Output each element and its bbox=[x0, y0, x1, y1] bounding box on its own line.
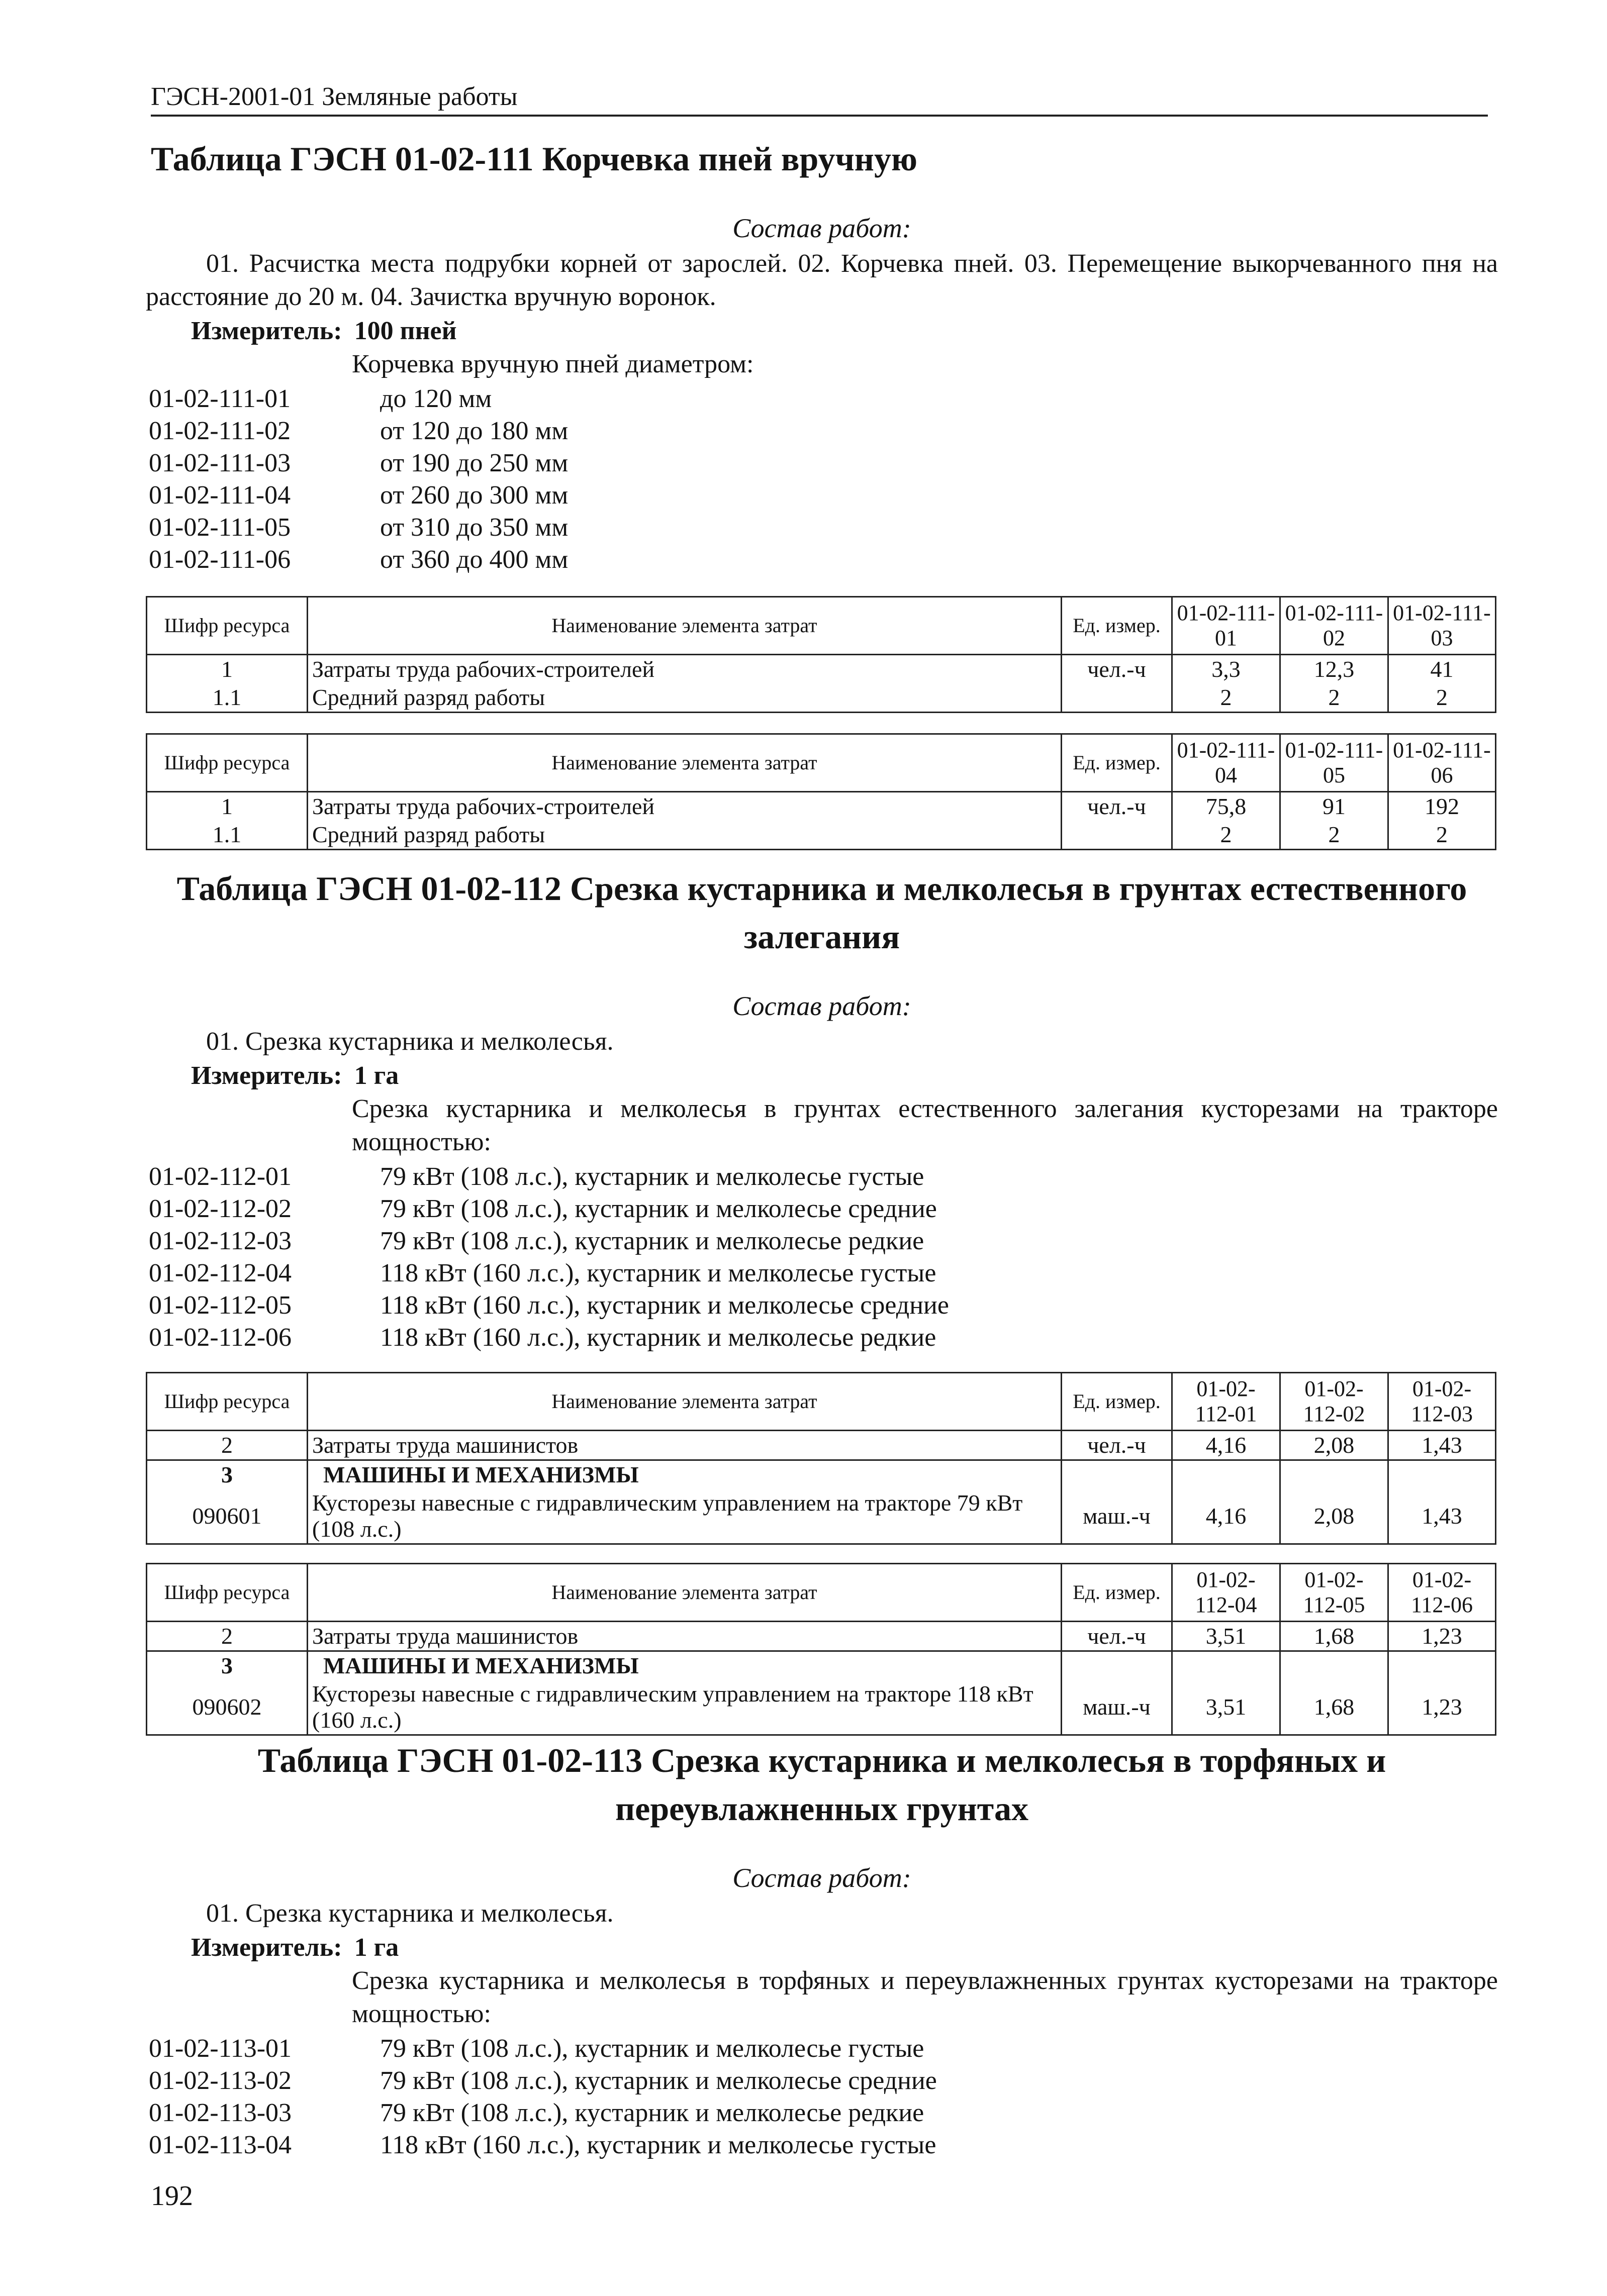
item-text: 79 кВт (108 л.с.), кустарник и мелколесье густые bbox=[380, 2034, 924, 2063]
item-code: 01-02-113-02 bbox=[149, 2066, 292, 2095]
list-item bbox=[146, 1193, 1498, 1225]
cell-unit bbox=[1062, 1651, 1172, 1680]
section-01-02-111 bbox=[146, 135, 1498, 850]
table-row-group bbox=[147, 1651, 1496, 1680]
cell-code: 3 bbox=[147, 1651, 308, 1680]
cell-code: 2 bbox=[147, 1622, 308, 1651]
item-code: 01-02-111-06 bbox=[149, 545, 291, 574]
list-item bbox=[146, 447, 1498, 479]
description: Срезка кустарника и мелколесья в грунтах естественного залегания кусторезами на тракторе мощностью: bbox=[352, 1094, 1498, 1156]
table-row bbox=[147, 1680, 1496, 1735]
item-code: 01-02-112-03 bbox=[149, 1227, 292, 1255]
header-name: Наименование элемента затрат bbox=[308, 597, 1062, 655]
item-text: 118 кВт (160 л.с.), кустарник и мелколесье средние bbox=[380, 1291, 949, 1320]
header-code: Шифр ресурса bbox=[147, 734, 308, 792]
item-text: от 360 до 400 мм bbox=[380, 545, 569, 574]
item-code: 01-02-112-01 bbox=[149, 1162, 292, 1191]
cell-value: 4,16 bbox=[1172, 1431, 1280, 1460]
section-01-02-113 bbox=[146, 1736, 1498, 2161]
item-text: 79 кВт (108 л.с.), кустарник и мелколесье редкие bbox=[380, 2099, 924, 2127]
list-item bbox=[146, 479, 1498, 512]
item-list bbox=[146, 2033, 1498, 2161]
cell-value: 2 bbox=[1172, 683, 1280, 713]
header-name: Наименование элемента затрат bbox=[308, 1373, 1062, 1431]
cell-code: 3 bbox=[147, 1460, 308, 1489]
running-header: ГЭСН-2001-01 Земляные работы bbox=[151, 79, 1488, 117]
item-code: 01-02-112-05 bbox=[149, 1291, 292, 1320]
cell-code: 1 bbox=[147, 792, 308, 821]
cell-code: 2 bbox=[147, 1431, 308, 1460]
cell-value: 12,3 bbox=[1280, 655, 1388, 684]
description: Срезка кустарника и мелколесья в торфяных и переувлажненных грунтах кусторезами на тракторе мощностью: bbox=[352, 1966, 1498, 2028]
item-text: 118 кВт (160 л.с.), кустарник и мелколесье густые bbox=[380, 1259, 936, 1287]
header-unit: Ед. измер. bbox=[1062, 734, 1172, 792]
cell-code: 090601 bbox=[147, 1489, 308, 1544]
cell-name-group: МАШИНЫ И МЕХАНИЗМЫ bbox=[308, 1460, 1062, 1489]
meter-line bbox=[146, 1059, 1498, 1092]
cell-unit: маш.-ч bbox=[1062, 1680, 1172, 1735]
cell-name: Средний разряд работы bbox=[308, 821, 1062, 850]
item-code: 01-02-111-04 bbox=[149, 481, 291, 510]
cell-value: 2 bbox=[1388, 683, 1496, 713]
cell-code: 1.1 bbox=[147, 821, 308, 850]
cell-value: 2 bbox=[1280, 683, 1388, 713]
list-item bbox=[146, 1322, 1498, 1354]
item-code: 01-02-111-05 bbox=[149, 513, 291, 542]
item-text: 79 кВт (108 л.с.), кустарник и мелколесье густые bbox=[380, 1162, 924, 1191]
cell-value bbox=[1172, 1651, 1280, 1680]
meter-line bbox=[146, 315, 1498, 348]
item-text: 79 кВт (108 л.с.), кустарник и мелколесье средние bbox=[380, 2066, 937, 2095]
meter-value: 100 пней bbox=[354, 317, 457, 345]
meter-value: 1 га bbox=[354, 1933, 399, 1962]
list-item bbox=[146, 415, 1498, 447]
item-code: 01-02-112-06 bbox=[149, 1323, 292, 1352]
meter-label: Измеритель: bbox=[191, 1061, 342, 1090]
header-col: 01-02-111-06 bbox=[1388, 734, 1496, 792]
cell-value: 4,16 bbox=[1172, 1489, 1280, 1544]
cell-unit bbox=[1062, 683, 1172, 713]
section-title: Таблица ГЭСН 01-02-111 Корчевка пней вручную bbox=[151, 140, 917, 178]
page-number: 192 bbox=[151, 2180, 193, 2212]
cell-value: 192 bbox=[1388, 792, 1496, 821]
cell-name: Затраты труда рабочих-строителей bbox=[308, 655, 1062, 684]
meter-line bbox=[146, 1931, 1498, 1964]
cell-value: 75,8 bbox=[1172, 792, 1280, 821]
resource-table bbox=[146, 1372, 1496, 1545]
item-text: 118 кВт (160 л.с.), кустарник и мелколесье густые bbox=[380, 2131, 936, 2159]
resource-table bbox=[146, 596, 1496, 713]
header-col: 01-02-112-03 bbox=[1388, 1373, 1496, 1431]
cell-value: 1,23 bbox=[1388, 1680, 1496, 1735]
header-col: 01-02-111-05 bbox=[1280, 734, 1388, 792]
item-text: от 190 до 250 мм bbox=[380, 449, 569, 477]
header-code: Шифр ресурса bbox=[147, 1564, 308, 1622]
cell-value: 2,08 bbox=[1280, 1431, 1388, 1460]
list-item bbox=[146, 2033, 1498, 2065]
composition-text: 01. Срезка кустарника и мелколесья. bbox=[206, 1027, 614, 1056]
header-code: Шифр ресурса bbox=[147, 597, 308, 655]
resource-table bbox=[146, 1563, 1496, 1736]
cell-value: 1,68 bbox=[1280, 1680, 1388, 1735]
resource-table bbox=[146, 733, 1496, 850]
section-title: Таблица ГЭСН 01-02-112 Срезка кустарника и мелколесья в грунтах естественного залегания bbox=[176, 869, 1467, 956]
cell-value: 41 bbox=[1388, 655, 1496, 684]
list-item bbox=[146, 1289, 1498, 1322]
table-row-group bbox=[147, 1460, 1496, 1489]
table-row bbox=[147, 1489, 1496, 1544]
item-text: от 310 до 350 мм bbox=[380, 513, 569, 542]
cell-value: 3,3 bbox=[1172, 655, 1280, 684]
header-unit: Ед. измер. bbox=[1062, 597, 1172, 655]
item-code: 01-02-111-01 bbox=[149, 384, 291, 413]
cell-value bbox=[1172, 1460, 1280, 1489]
item-code: 01-02-113-04 bbox=[149, 2131, 292, 2159]
section-01-02-112 bbox=[146, 864, 1498, 1736]
meter-label: Измеритель: bbox=[191, 317, 342, 345]
item-list bbox=[146, 383, 1498, 576]
item-text: 79 кВт (108 л.с.), кустарник и мелколесье редкие bbox=[380, 1227, 924, 1255]
cell-unit: маш.-ч bbox=[1062, 1489, 1172, 1544]
item-code: 01-02-112-04 bbox=[149, 1259, 292, 1287]
cell-value bbox=[1388, 1460, 1496, 1489]
header-col: 01-02-111-03 bbox=[1388, 597, 1496, 655]
cell-name: Затраты труда машинистов bbox=[308, 1622, 1062, 1651]
cell-value bbox=[1388, 1651, 1496, 1680]
cell-value: 2 bbox=[1280, 821, 1388, 850]
list-item bbox=[146, 1257, 1498, 1289]
composition-text: 01. Срезка кустарника и мелколесья. bbox=[206, 1899, 614, 1928]
list-item bbox=[146, 544, 1498, 576]
cell-code: 1.1 bbox=[147, 683, 308, 713]
cell-name: Кусторезы навесные с гидравлическим управлением на тракторе 79 кВт (108 л.с.) bbox=[308, 1489, 1062, 1544]
header-col: 01-02-111-02 bbox=[1280, 597, 1388, 655]
cell-value: 1,23 bbox=[1388, 1622, 1496, 1651]
cell-value: 1,43 bbox=[1388, 1489, 1496, 1544]
cell-unit: чел.-ч bbox=[1062, 655, 1172, 684]
list-item bbox=[146, 1161, 1498, 1193]
cell-name: Средний разряд работы bbox=[308, 683, 1062, 713]
item-code: 01-02-112-02 bbox=[149, 1194, 292, 1223]
item-list bbox=[146, 1161, 1498, 1354]
header-col: 01-02-112-05 bbox=[1280, 1564, 1388, 1622]
list-item bbox=[146, 2065, 1498, 2097]
table-row bbox=[147, 1622, 1496, 1651]
header-col: 01-02-112-04 bbox=[1172, 1564, 1280, 1622]
header-col: 01-02-111-04 bbox=[1172, 734, 1280, 792]
header-col: 01-02-111-01 bbox=[1172, 597, 1280, 655]
cell-name: Затраты труда машинистов bbox=[308, 1431, 1062, 1460]
description: Корчевка вручную пней диаметром: bbox=[352, 350, 754, 378]
header-col: 01-02-112-02 bbox=[1280, 1373, 1388, 1431]
composition-heading: Состав работ: bbox=[732, 991, 911, 1021]
meter-value: 1 га bbox=[354, 1061, 399, 1090]
item-text: от 260 до 300 мм bbox=[380, 481, 569, 510]
cell-name-group: МАШИНЫ И МЕХАНИЗМЫ bbox=[308, 1651, 1062, 1680]
cell-value: 91 bbox=[1280, 792, 1388, 821]
cell-unit bbox=[1062, 821, 1172, 850]
meter-label: Измеритель: bbox=[191, 1933, 342, 1962]
item-text: 118 кВт (160 л.с.), кустарник и мелколесье редкие bbox=[380, 1323, 936, 1352]
cell-value: 1,68 bbox=[1280, 1622, 1388, 1651]
table-row bbox=[147, 1431, 1496, 1460]
cell-value: 2,08 bbox=[1280, 1489, 1388, 1544]
table-row bbox=[147, 683, 1496, 713]
item-code: 01-02-113-01 bbox=[149, 2034, 292, 2063]
header-unit: Ед. измер. bbox=[1062, 1373, 1172, 1431]
cell-value bbox=[1280, 1460, 1388, 1489]
cell-name: Затраты труда рабочих-строителей bbox=[308, 792, 1062, 821]
table-row bbox=[147, 821, 1496, 850]
table-row bbox=[147, 792, 1496, 821]
list-item bbox=[146, 1225, 1498, 1257]
header-code: Шифр ресурса bbox=[147, 1373, 308, 1431]
cell-unit: чел.-ч bbox=[1062, 1622, 1172, 1651]
cell-name: Кусторезы навесные с гидравлическим управлением на тракторе 118 кВт (160 л.с.) bbox=[308, 1680, 1062, 1735]
cell-code: 090602 bbox=[147, 1680, 308, 1735]
item-text: от 120 до 180 мм bbox=[380, 417, 569, 445]
cell-value: 3,51 bbox=[1172, 1680, 1280, 1735]
composition-heading: Состав работ: bbox=[732, 1863, 911, 1893]
cell-unit: чел.-ч bbox=[1062, 1431, 1172, 1460]
cell-value: 2 bbox=[1388, 821, 1496, 850]
composition-heading: Состав работ: bbox=[732, 213, 911, 243]
list-item bbox=[146, 2129, 1498, 2161]
list-item bbox=[146, 2097, 1498, 2129]
cell-code: 1 bbox=[147, 655, 308, 684]
cell-value: 3,51 bbox=[1172, 1622, 1280, 1651]
list-item bbox=[146, 512, 1498, 544]
item-text: до 120 мм bbox=[380, 384, 492, 413]
cell-value: 2 bbox=[1172, 821, 1280, 850]
cell-unit: чел.-ч bbox=[1062, 792, 1172, 821]
cell-unit bbox=[1062, 1460, 1172, 1489]
item-code: 01-02-111-02 bbox=[149, 417, 291, 445]
item-code: 01-02-111-03 bbox=[149, 449, 291, 477]
cell-value: 1,43 bbox=[1388, 1431, 1496, 1460]
section-title: Таблица ГЭСН 01-02-113 Срезка кустарника и мелколесья в торфяных и переувлажненных грунтах bbox=[257, 1741, 1386, 1828]
item-code: 01-02-113-03 bbox=[149, 2099, 292, 2127]
header-name: Наименование элемента затрат bbox=[308, 734, 1062, 792]
header-unit: Ед. измер. bbox=[1062, 1564, 1172, 1622]
list-item bbox=[146, 383, 1498, 415]
header-col: 01-02-112-01 bbox=[1172, 1373, 1280, 1431]
cell-value bbox=[1280, 1651, 1388, 1680]
table-row bbox=[147, 655, 1496, 684]
header-name: Наименование элемента затрат bbox=[308, 1564, 1062, 1622]
composition-text: 01. Расчистка места подрубки корней от зарослей. 02. Корчевка пней. 03. Перемещение выкорчеванного пня на расстояние до 20 м. 04. Зачистка вручную воронок. bbox=[146, 249, 1498, 311]
item-text: 79 кВт (108 л.с.), кустарник и мелколесье средние bbox=[380, 1194, 937, 1223]
header-col: 01-02-112-06 bbox=[1388, 1564, 1496, 1622]
